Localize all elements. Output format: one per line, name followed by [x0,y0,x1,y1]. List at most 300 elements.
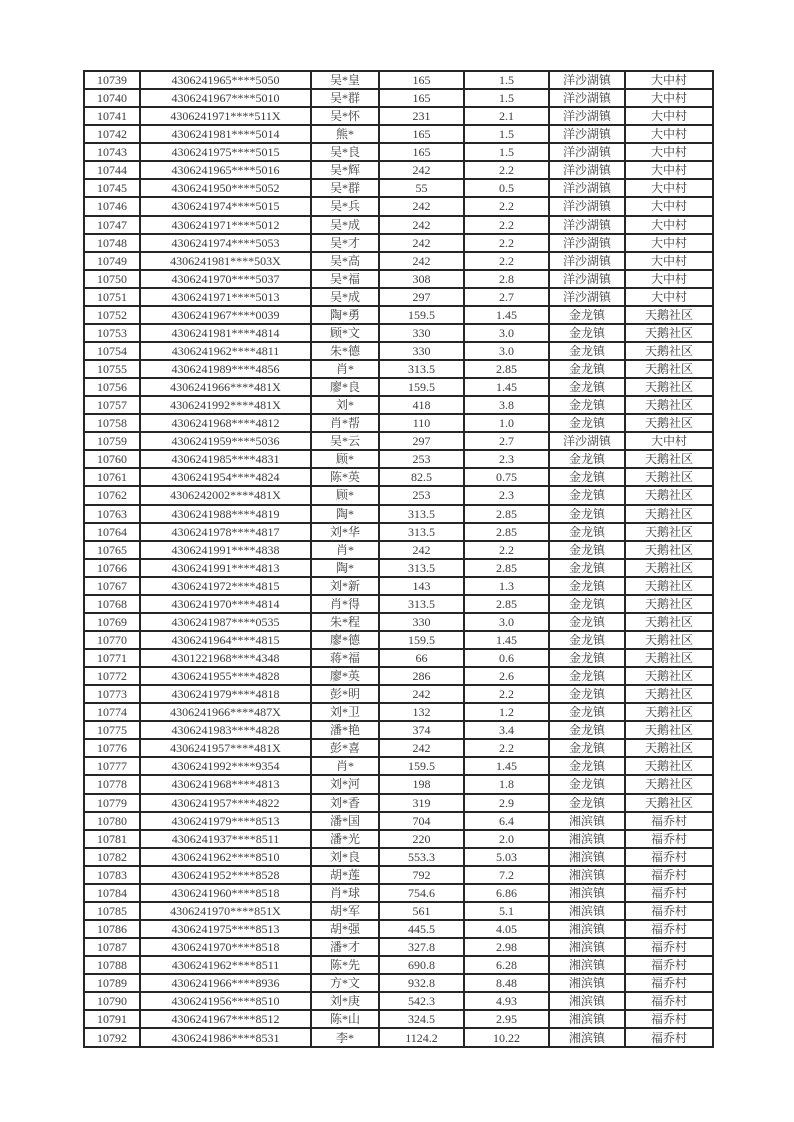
town-cell: 金龙镇 [549,306,625,324]
table-row [84,432,713,450]
serial-number-cell: 10772 [84,667,140,685]
amount-cell: 418 [379,396,464,414]
masked-name-cell: 潘*才 [311,938,379,956]
quantity-cell: 2.6 [464,667,549,685]
town-cell: 湘滨镇 [549,974,625,992]
quantity-cell: 1.45 [464,306,549,324]
town-cell: 湘滨镇 [549,884,625,902]
table-row [84,830,713,848]
amount-cell: 55 [379,179,464,197]
masked-id-number-cell: 4306241989****4856 [140,360,311,378]
table-row [84,866,713,884]
village-cell: 福乔村 [625,1010,713,1028]
masked-name-cell: 胡*莲 [311,866,379,884]
quantity-cell: 1.8 [464,775,549,793]
amount-cell: 165 [379,71,464,89]
serial-number-cell: 10744 [84,161,140,179]
town-cell: 金龙镇 [549,703,625,721]
masked-id-number-cell: 4306241979****4818 [140,685,311,703]
masked-id-number-cell: 4306241987****0535 [140,613,311,631]
masked-name-cell: 吴*才 [311,234,379,252]
serial-number-cell: 10764 [84,523,140,541]
masked-name-cell: 吴*皇 [311,71,379,89]
town-cell: 金龙镇 [549,721,625,739]
amount-cell: 754.6 [379,884,464,902]
masked-name-cell: 潘*国 [311,812,379,830]
masked-name-cell: 顾* [311,450,379,468]
masked-name-cell: 陈*山 [311,1010,379,1028]
table-row [84,378,713,396]
quantity-cell: 1.45 [464,378,549,396]
serial-number-cell: 10765 [84,541,140,559]
village-cell: 天鹅社区 [625,703,713,721]
serial-number-cell: 10783 [84,866,140,884]
serial-number-cell: 10788 [84,956,140,974]
masked-id-number-cell: 4306241979****8513 [140,812,311,830]
masked-name-cell: 刘*华 [311,523,379,541]
masked-name-cell: 廖*良 [311,378,379,396]
amount-cell: 313.5 [379,360,464,378]
amount-cell: 165 [379,143,464,161]
amount-cell: 374 [379,721,464,739]
quantity-cell: 2.85 [464,505,549,523]
quantity-cell: 2.85 [464,360,549,378]
quantity-cell: 6.28 [464,956,549,974]
masked-id-number-cell: 4306241974****5015 [140,197,311,215]
table-row [84,270,713,288]
table-row [84,523,713,541]
village-cell: 福乔村 [625,1028,713,1047]
town-cell: 湘滨镇 [549,1010,625,1028]
serial-number-cell: 10792 [84,1028,140,1047]
quantity-cell: 2.85 [464,595,549,613]
masked-id-number-cell: 4306241971****5013 [140,288,311,306]
serial-number-cell: 10786 [84,920,140,938]
town-cell: 金龙镇 [549,486,625,504]
table-row [84,794,713,812]
table-body [84,71,713,1047]
masked-name-cell: 廖*英 [311,667,379,685]
village-cell: 天鹅社区 [625,306,713,324]
masked-name-cell: 顾* [311,486,379,504]
serial-number-cell: 10752 [84,306,140,324]
village-cell: 大中村 [625,432,713,450]
masked-name-cell: 刘*河 [311,775,379,793]
amount-cell: 553.3 [379,848,464,866]
village-cell: 天鹅社区 [625,649,713,667]
serial-number-cell: 10753 [84,324,140,342]
masked-id-number-cell: 4306241972****4815 [140,577,311,595]
quantity-cell: 2.2 [464,739,549,757]
quantity-cell: 1.5 [464,71,549,89]
table-row [84,1010,713,1028]
masked-name-cell: 吴*群 [311,89,379,107]
masked-name-cell: 彭*喜 [311,739,379,757]
table-row [84,721,713,739]
amount-cell: 159.5 [379,378,464,396]
village-cell: 大中村 [625,179,713,197]
town-cell: 金龙镇 [549,775,625,793]
quantity-cell: 5.03 [464,848,549,866]
amount-cell: 297 [379,288,464,306]
serial-number-cell: 10767 [84,577,140,595]
serial-number-cell: 10762 [84,486,140,504]
village-cell: 天鹅社区 [625,757,713,775]
masked-id-number-cell: 4306241957****481X [140,739,311,757]
table-row [84,884,713,902]
town-cell: 湘滨镇 [549,1028,625,1047]
masked-name-cell: 吴*云 [311,432,379,450]
masked-name-cell: 方*文 [311,974,379,992]
masked-name-cell: 肖*得 [311,595,379,613]
village-cell: 大中村 [625,197,713,215]
town-cell: 金龙镇 [549,794,625,812]
amount-cell: 242 [379,685,464,703]
town-cell: 金龙镇 [549,523,625,541]
amount-cell: 313.5 [379,523,464,541]
serial-number-cell: 10774 [84,703,140,721]
serial-number-cell: 10749 [84,252,140,270]
amount-cell: 198 [379,775,464,793]
table-row [84,703,713,721]
masked-name-cell: 吴*成 [311,216,379,234]
amount-cell: 932.8 [379,974,464,992]
masked-id-number-cell: 4301221968****4348 [140,649,311,667]
quantity-cell: 2.2 [464,252,549,270]
serial-number-cell: 10791 [84,1010,140,1028]
serial-number-cell: 10754 [84,342,140,360]
serial-number-cell: 10743 [84,143,140,161]
quantity-cell: 2.98 [464,938,549,956]
village-cell: 天鹅社区 [625,577,713,595]
masked-id-number-cell: 4306241960****8518 [140,884,311,902]
town-cell: 洋沙湖镇 [549,89,625,107]
village-cell: 天鹅社区 [625,342,713,360]
masked-name-cell: 肖*帮 [311,414,379,432]
town-cell: 湘滨镇 [549,938,625,956]
town-cell: 洋沙湖镇 [549,216,625,234]
masked-id-number-cell: 4306241964****4815 [140,631,311,649]
amount-cell: 242 [379,234,464,252]
village-cell: 福乔村 [625,920,713,938]
amount-cell: 220 [379,830,464,848]
masked-id-number-cell: 4306241983****4828 [140,721,311,739]
serial-number-cell: 10769 [84,613,140,631]
amount-cell: 253 [379,450,464,468]
masked-name-cell: 吴*良 [311,143,379,161]
village-cell: 福乔村 [625,884,713,902]
town-cell: 金龙镇 [549,649,625,667]
table-row [84,938,713,956]
quantity-cell: 2.8 [464,270,549,288]
town-cell: 金龙镇 [549,595,625,613]
masked-id-number-cell: 4306241967****8512 [140,1010,311,1028]
town-cell: 金龙镇 [549,613,625,631]
amount-cell: 542.3 [379,992,464,1010]
masked-id-number-cell: 4306241965****5050 [140,71,311,89]
serial-number-cell: 10781 [84,830,140,848]
town-cell: 洋沙湖镇 [549,125,625,143]
village-cell: 福乔村 [625,974,713,992]
amount-cell: 110 [379,414,464,432]
masked-name-cell: 朱*德 [311,342,379,360]
serial-number-cell: 10780 [84,812,140,830]
masked-id-number-cell: 4306241959****5036 [140,432,311,450]
table-row [84,848,713,866]
table-row [84,450,713,468]
serial-number-cell: 10745 [84,179,140,197]
table-row [84,631,713,649]
masked-name-cell: 陈*英 [311,468,379,486]
village-cell: 大中村 [625,161,713,179]
masked-name-cell: 肖* [311,757,379,775]
town-cell: 洋沙湖镇 [549,179,625,197]
amount-cell: 286 [379,667,464,685]
village-cell: 天鹅社区 [625,523,713,541]
masked-name-cell: 李* [311,1028,379,1047]
masked-id-number-cell: 4306241974****5053 [140,234,311,252]
village-cell: 福乔村 [625,812,713,830]
table-row [84,216,713,234]
village-cell: 天鹅社区 [625,450,713,468]
masked-id-number-cell: 4306241978****4817 [140,523,311,541]
quantity-cell: 1.2 [464,703,549,721]
masked-id-number-cell: 4306241966****481X [140,378,311,396]
table-row [84,71,713,89]
amount-cell: 445.5 [379,920,464,938]
table-row [84,324,713,342]
table-row [84,974,713,992]
masked-id-number-cell: 4306241970****5037 [140,270,311,288]
amount-cell: 66 [379,649,464,667]
quantity-cell: 2.9 [464,794,549,812]
amount-cell: 690.8 [379,956,464,974]
town-cell: 湘滨镇 [549,812,625,830]
amount-cell: 143 [379,577,464,595]
serial-number-cell: 10782 [84,848,140,866]
masked-id-number-cell: 4306241967****0039 [140,306,311,324]
table-row [84,920,713,938]
masked-id-number-cell: 4306241975****8513 [140,920,311,938]
amount-cell: 242 [379,161,464,179]
serial-number-cell: 10751 [84,288,140,306]
serial-number-cell: 10775 [84,721,140,739]
amount-cell: 159.5 [379,757,464,775]
village-cell: 天鹅社区 [625,396,713,414]
serial-number-cell: 10776 [84,739,140,757]
quantity-cell: 0.6 [464,649,549,667]
amount-cell: 330 [379,342,464,360]
masked-id-number-cell: 4306241971****511X [140,107,311,125]
table-row [84,541,713,559]
serial-number-cell: 10787 [84,938,140,956]
masked-name-cell: 刘*新 [311,577,379,595]
table-row [84,360,713,378]
quantity-cell: 4.93 [464,992,549,1010]
table-row [84,396,713,414]
amount-cell: 231 [379,107,464,125]
serial-number-cell: 10784 [84,884,140,902]
serial-number-cell: 10773 [84,685,140,703]
masked-id-number-cell: 4306241981****503X [140,252,311,270]
masked-id-number-cell: 4306241968****4812 [140,414,311,432]
town-cell: 金龙镇 [549,396,625,414]
amount-cell: 242 [379,216,464,234]
village-cell: 天鹅社区 [625,721,713,739]
amount-cell: 330 [379,613,464,631]
amount-cell: 1124.2 [379,1028,464,1047]
table-row [84,486,713,504]
town-cell: 洋沙湖镇 [549,107,625,125]
table-row [84,757,713,775]
village-cell: 天鹅社区 [625,631,713,649]
serial-number-cell: 10777 [84,757,140,775]
serial-number-cell: 10768 [84,595,140,613]
table-row [84,1028,713,1047]
town-cell: 金龙镇 [549,739,625,757]
quantity-cell: 3.0 [464,342,549,360]
amount-cell: 242 [379,541,464,559]
quantity-cell: 3.0 [464,613,549,631]
masked-name-cell: 蒋*福 [311,649,379,667]
table-row [84,125,713,143]
table-row [84,775,713,793]
masked-id-number-cell: 4306241957****4822 [140,794,311,812]
town-cell: 湘滨镇 [549,992,625,1010]
table-row [84,234,713,252]
masked-id-number-cell: 4306241992****9354 [140,757,311,775]
serial-number-cell: 10760 [84,450,140,468]
amount-cell: 319 [379,794,464,812]
masked-id-number-cell: 4306241970****851X [140,902,311,920]
quantity-cell: 2.2 [464,161,549,179]
village-cell: 福乔村 [625,902,713,920]
serial-number-cell: 10758 [84,414,140,432]
village-cell: 天鹅社区 [625,468,713,486]
serial-number-cell: 10761 [84,468,140,486]
table-row [84,288,713,306]
town-cell: 洋沙湖镇 [549,432,625,450]
town-cell: 金龙镇 [549,324,625,342]
amount-cell: 159.5 [379,306,464,324]
masked-id-number-cell: 4306241988****4819 [140,505,311,523]
masked-id-number-cell: 4306241968****4813 [140,775,311,793]
quantity-cell: 2.3 [464,450,549,468]
table-row [84,342,713,360]
serial-number-cell: 10790 [84,992,140,1010]
amount-cell: 704 [379,812,464,830]
town-cell: 金龙镇 [549,559,625,577]
serial-number-cell: 10759 [84,432,140,450]
village-cell: 大中村 [625,270,713,288]
village-cell: 天鹅社区 [625,667,713,685]
quantity-cell: 2.95 [464,1010,549,1028]
quantity-cell: 1.5 [464,89,549,107]
amount-cell: 297 [379,432,464,450]
amount-cell: 159.5 [379,631,464,649]
masked-id-number-cell: 4306241962****8510 [140,848,311,866]
masked-id-number-cell: 4306241986****8531 [140,1028,311,1047]
masked-name-cell: 刘*庚 [311,992,379,1010]
amount-cell: 242 [379,197,464,215]
village-cell: 天鹅社区 [625,613,713,631]
amount-cell: 561 [379,902,464,920]
town-cell: 金龙镇 [549,342,625,360]
masked-id-number-cell: 4306241970****8518 [140,938,311,956]
masked-name-cell: 吴*怀 [311,107,379,125]
quantity-cell: 7.2 [464,866,549,884]
serial-number-cell: 10756 [84,378,140,396]
quantity-cell: 0.5 [464,179,549,197]
table-row [84,197,713,215]
serial-number-cell: 10779 [84,794,140,812]
amount-cell: 313.5 [379,559,464,577]
table-row [84,649,713,667]
masked-name-cell: 彭*明 [311,685,379,703]
quantity-cell: 6.4 [464,812,549,830]
amount-cell: 308 [379,270,464,288]
quantity-cell: 2.7 [464,288,549,306]
village-cell: 天鹅社区 [625,559,713,577]
village-cell: 天鹅社区 [625,486,713,504]
town-cell: 金龙镇 [549,450,625,468]
quantity-cell: 8.48 [464,974,549,992]
serial-number-cell: 10742 [84,125,140,143]
town-cell: 湘滨镇 [549,920,625,938]
town-cell: 金龙镇 [549,541,625,559]
village-cell: 福乔村 [625,992,713,1010]
serial-number-cell: 10746 [84,197,140,215]
masked-name-cell: 廖*德 [311,631,379,649]
table-row [84,613,713,631]
quantity-cell: 3.0 [464,324,549,342]
masked-name-cell: 吴*兵 [311,197,379,215]
amount-cell: 165 [379,89,464,107]
masked-name-cell: 陶* [311,559,379,577]
masked-id-number-cell: 4306241981****4814 [140,324,311,342]
quantity-cell: 1.5 [464,143,549,161]
village-cell: 天鹅社区 [625,794,713,812]
town-cell: 金龙镇 [549,360,625,378]
masked-id-number-cell: 4306241981****5014 [140,125,311,143]
town-cell: 洋沙湖镇 [549,288,625,306]
quantity-cell: 3.8 [464,396,549,414]
village-cell: 福乔村 [625,956,713,974]
quantity-cell: 1.0 [464,414,549,432]
masked-id-number-cell: 4306241992****481X [140,396,311,414]
quantity-cell: 2.7 [464,432,549,450]
quantity-cell: 4.05 [464,920,549,938]
village-cell: 大中村 [625,89,713,107]
serial-number-cell: 10747 [84,216,140,234]
town-cell: 金龙镇 [549,577,625,595]
town-cell: 洋沙湖镇 [549,161,625,179]
table-row [84,161,713,179]
town-cell: 金龙镇 [549,468,625,486]
amount-cell: 242 [379,739,464,757]
serial-number-cell: 10755 [84,360,140,378]
table-row [84,505,713,523]
village-cell: 大中村 [625,125,713,143]
masked-name-cell: 顾*文 [311,324,379,342]
town-cell: 金龙镇 [549,414,625,432]
masked-name-cell: 胡*强 [311,920,379,938]
table-row [84,89,713,107]
masked-name-cell: 吴*成 [311,288,379,306]
masked-name-cell: 刘*香 [311,794,379,812]
masked-id-number-cell: 4306241967****5010 [140,89,311,107]
serial-number-cell: 10766 [84,559,140,577]
